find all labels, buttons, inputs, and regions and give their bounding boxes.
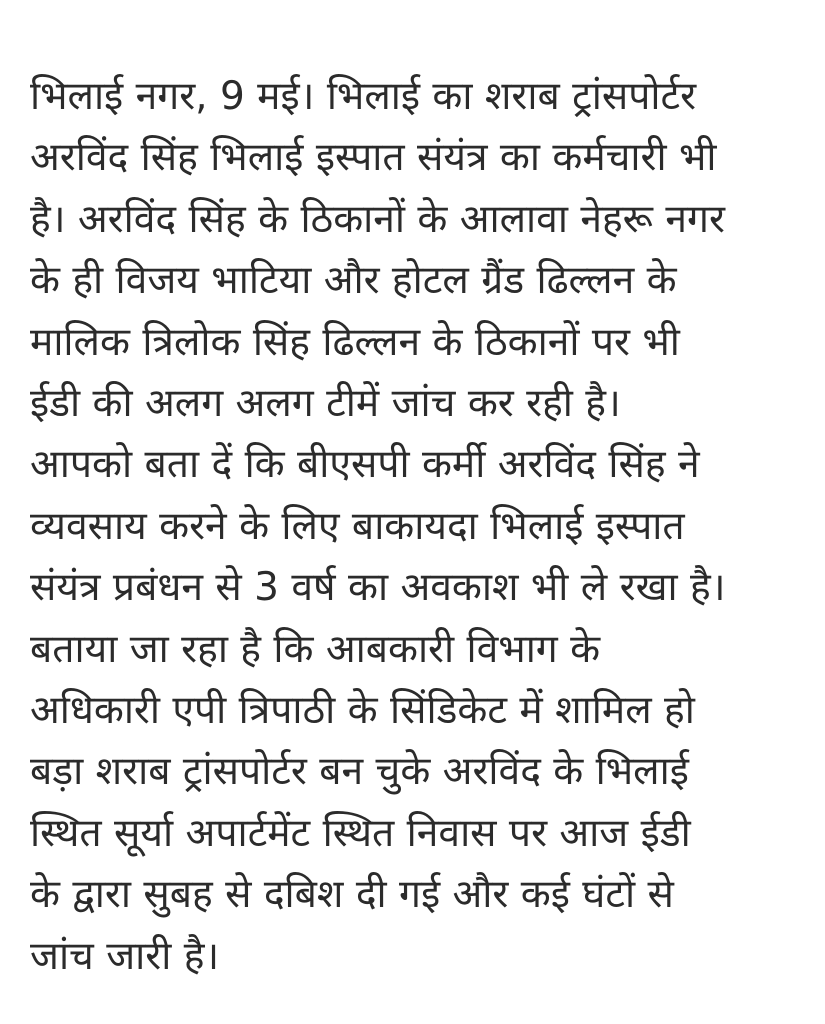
article-line: के ही विजय भाटिया और होटल ग्रैंड ढिल्लन के xyxy=(30,258,677,304)
article-line: स्थित सूर्या अपार्टमेंट स्थित निवास पर आज ईडी xyxy=(30,810,691,856)
article-line: ईडी की अलग अलग टीमें जांच कर रही है। xyxy=(30,381,621,427)
article-line: व्यवसाय करने के लिए बाकायदा भिलाई इस्पात xyxy=(30,503,685,549)
article-line: अरविंद सिंह भिलाई इस्पात संयंत्र का कर्मचारी भी xyxy=(30,135,717,181)
article-line: है। अरविंद सिंह के ठिकानों के आलावा नेहरू नगर xyxy=(30,196,725,242)
article-line: जांच जारी है। xyxy=(30,933,220,979)
article-line: अधिकारी एपी त्रिपाठी के सिंडिकेट में शामिल हो xyxy=(30,688,695,734)
article-line: मालिक त्रिलोक सिंह ढिल्लन के ठिकानों पर भी xyxy=(30,319,680,365)
article-line: के द्वारा सुबह से दबिश दी गई और कई घंटों से xyxy=(30,872,674,918)
article-line: भिलाई नगर, 9 मई। भिलाई का शराब ट्रांसपोर्टर xyxy=(30,74,697,119)
article-line: बताया जा रहा है कि आबकारी विभाग के xyxy=(30,626,601,672)
article-line: संयंत्र प्रबंधन से 3 वर्ष का अवकाश भी ले रखा है। xyxy=(30,565,726,611)
article-line: आपको बता दें कि बीएसपी कर्मी अरविंद सिंह ने xyxy=(30,442,700,488)
article-body xyxy=(30,66,810,987)
article-line: बड़ा शराब ट्रांसपोर्टर बन चुके अरविंद के भिलाई xyxy=(30,749,689,795)
